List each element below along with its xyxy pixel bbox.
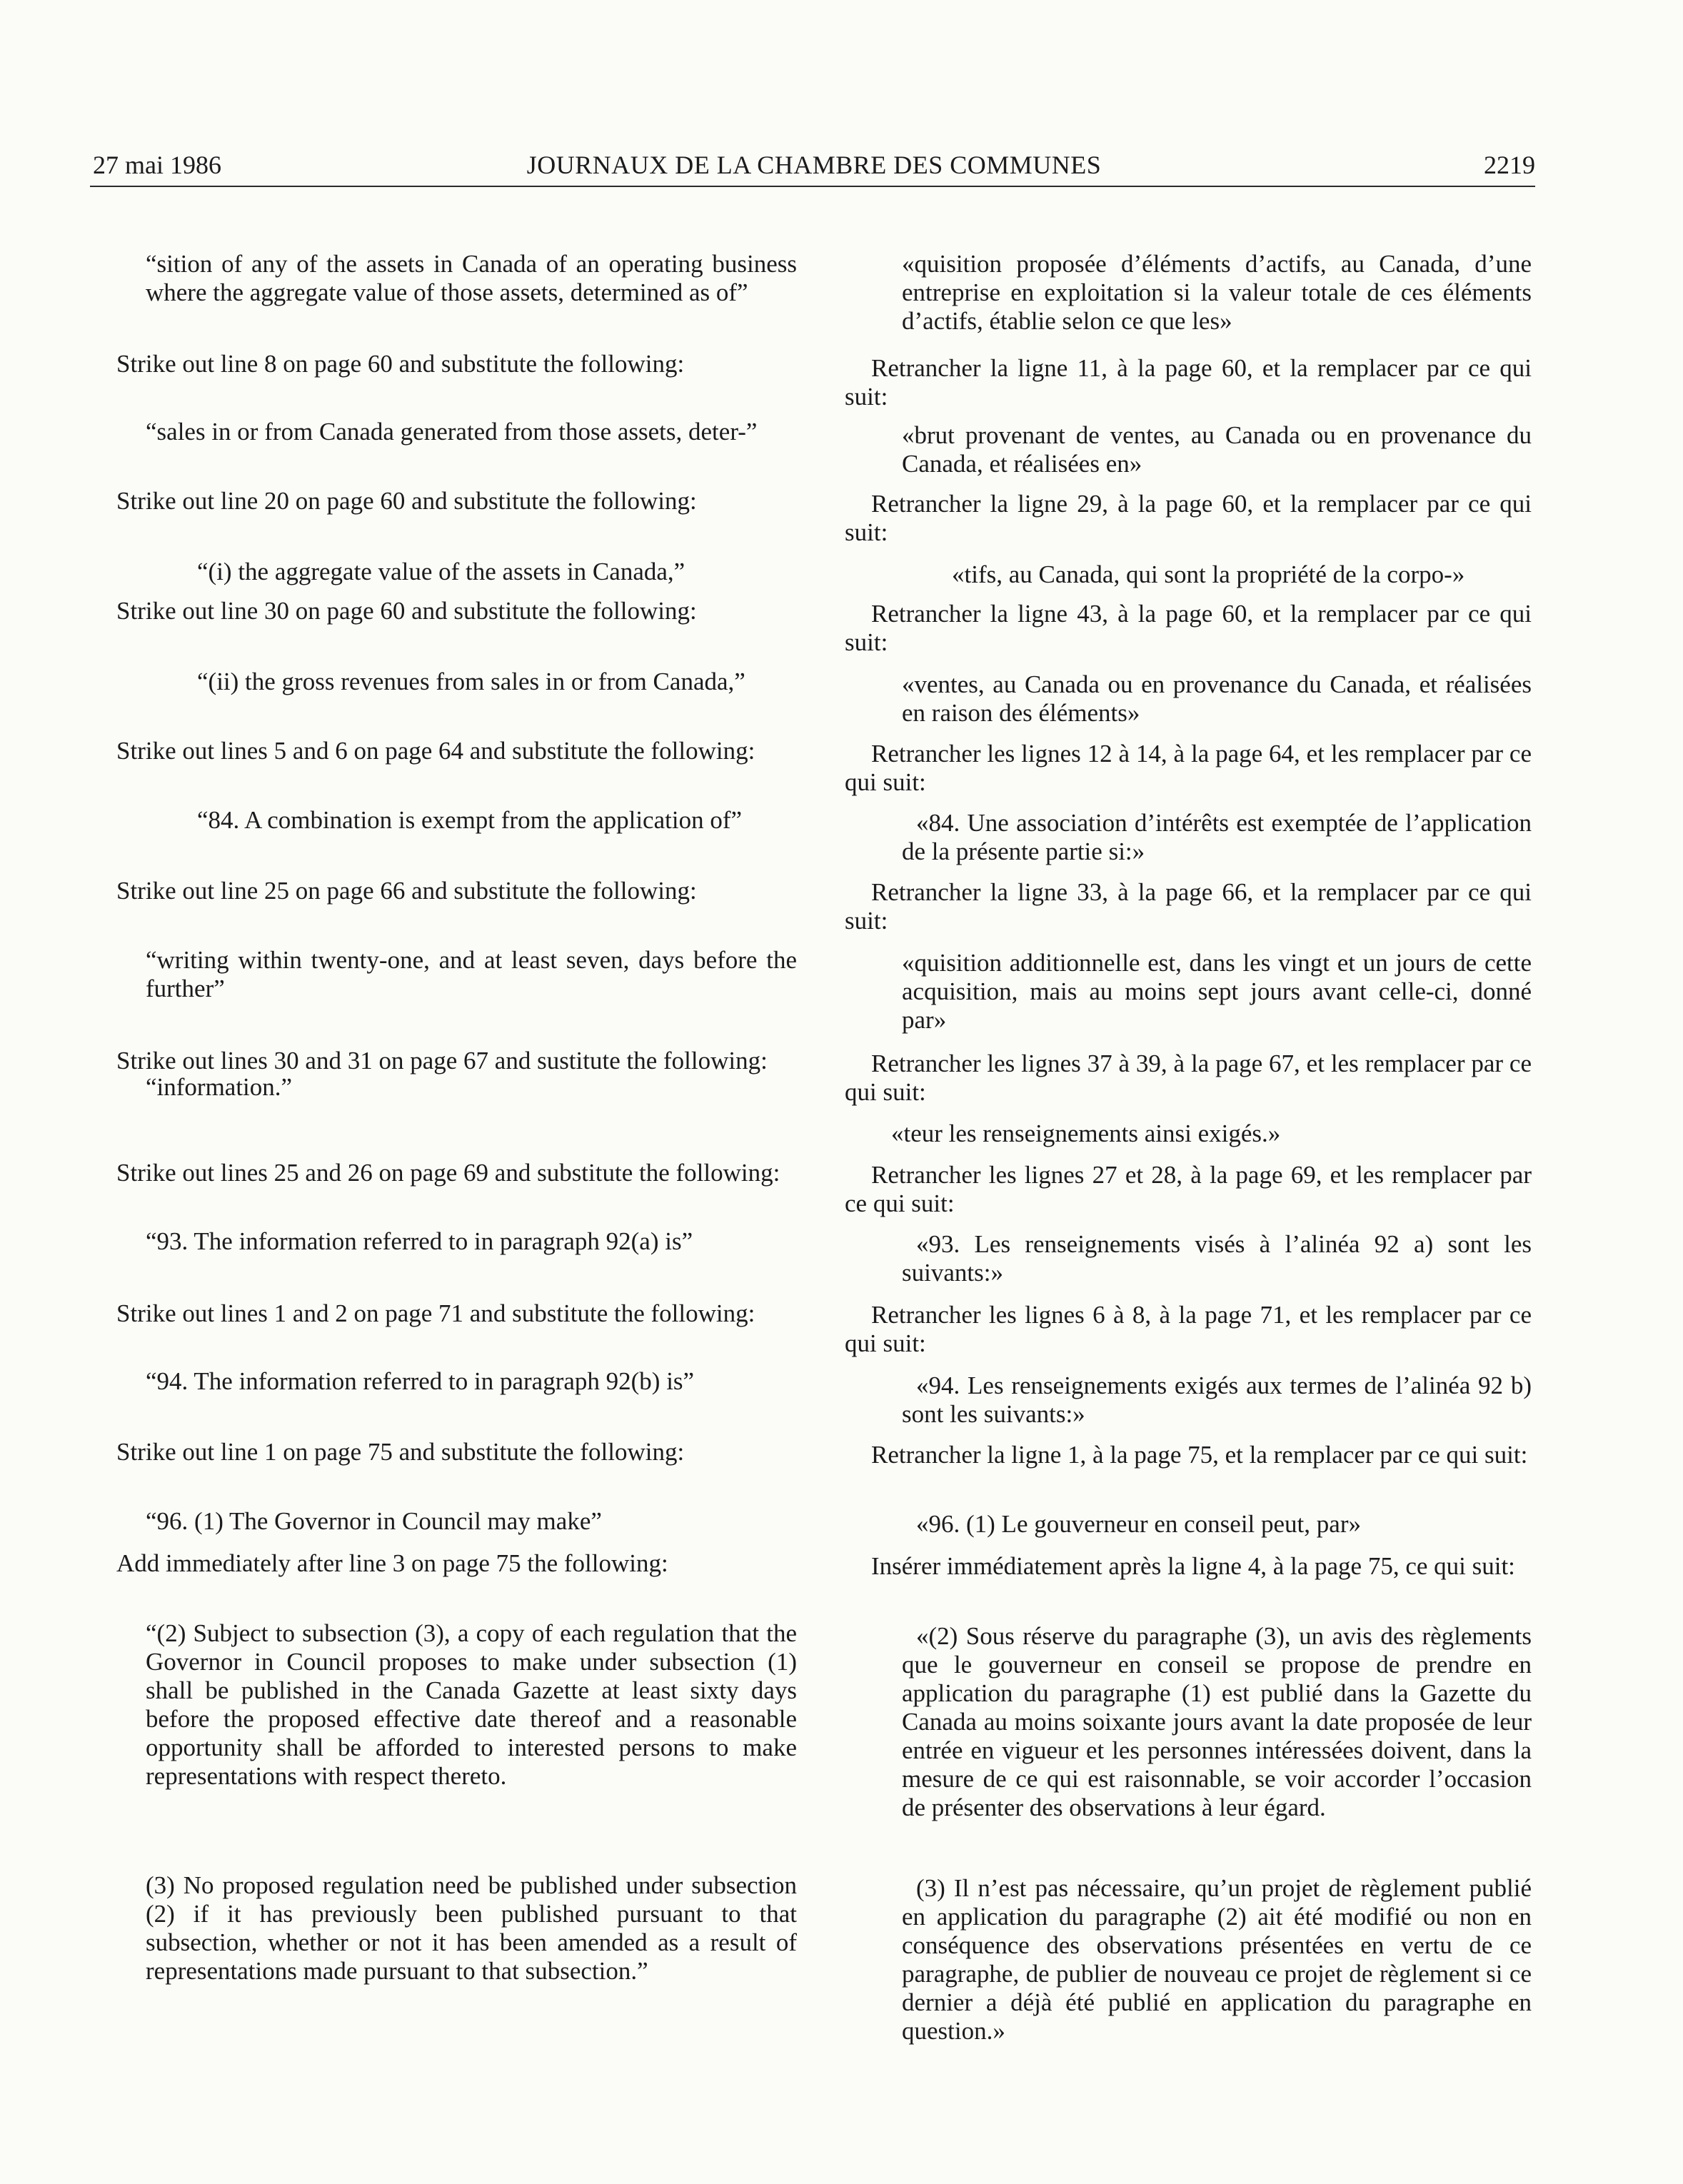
french-paragraph: Retrancher les lignes 6 à 8, à la page 71, et les remplacer par ce qui suit:: [845, 1301, 1532, 1357]
english-paragraph: Add immediately after line 3 on page 75 the following:: [116, 1549, 668, 1577]
page-number: 2219: [1484, 151, 1535, 179]
french-paragraph: «(2) Sous réserve du paragraphe (3), un avis des règlements que le gouverneur en conseil se propose de prendre en application du paragraphe (1) est publié dans la Gazette du Canada au moins soixante jours avant la date proposée de leur entrée en vigueur et les personnes intéressées doivent, dans la mesure de ce qui est raisonnable, se voir accorder l’occasion de présenter des observations à leur égard.: [902, 1622, 1532, 1821]
french-paragraph: «tifs, au Canada, qui sont la propriété de la corpo-»: [952, 560, 1465, 588]
header-title: JOURNAUX DE LA CHAMBRE DES COMMUNES: [526, 151, 1102, 179]
french-paragraph: «brut provenant de ventes, au Canada ou en provenance du Canada, et réalisées en»: [902, 421, 1532, 478]
english-paragraph: “information.”: [146, 1073, 293, 1101]
english-paragraph: Strike out line 20 on page 60 and substitute the following:: [116, 487, 697, 515]
header-rule: [90, 186, 1535, 187]
french-paragraph: «93. Les renseignements visés à l’alinéa 92 a) sont les suivants:»: [902, 1230, 1532, 1287]
french-paragraph: (3) Il n’est pas nécessaire, qu’un projet de règlement publié en application du paragraphe (2) ait été modifié ou non en conséquence des observations présentées en vertu de ce paragraphe, de publier de nouveau ce projet de règlement si ce dernier a déjà été publié en application du paragraphe en question.»: [902, 1874, 1532, 2045]
french-paragraph: Retrancher la ligne 33, à la page 66, et la remplacer par ce qui suit:: [845, 878, 1532, 935]
french-paragraph: Insérer immédiatement après la ligne 4, à la page 75, ce qui suit:: [871, 1552, 1515, 1580]
english-paragraph: Strike out line 30 on page 60 and substitute the following:: [116, 597, 697, 625]
french-paragraph: Retrancher les lignes 12 à 14, à la page 64, et les remplacer par ce qui suit:: [845, 740, 1532, 796]
english-paragraph: “sales in or from Canada generated from those assets, deter-”: [146, 418, 758, 446]
french-paragraph: «ventes, au Canada ou en provenance du Canada, et réalisées en raison des éléments»: [902, 670, 1532, 727]
english-paragraph: “(ii) the gross revenues from sales in or from Canada,”: [197, 668, 745, 695]
english-paragraph: “sition of any of the assets in Canada of an operating business where the aggregate value of those assets, determined as of”: [146, 250, 797, 306]
french-paragraph: Retrancher la ligne 1, à la page 75, et la remplacer par ce qui suit:: [871, 1441, 1528, 1469]
french-paragraph: Retrancher la ligne 43, à la page 60, et la remplacer par ce qui suit:: [845, 600, 1532, 656]
english-paragraph: “(i) the aggregate value of the assets in Canada,”: [197, 558, 685, 585]
french-paragraph: «84. Une association d’intérêts est exemptée de l’application de la présente partie si:»: [902, 809, 1532, 865]
english-paragraph: “96. (1) The Governor in Council may make”: [146, 1507, 602, 1535]
french-paragraph: «quisition additionnelle est, dans les vingt et un jours de cette acquisition, mais au moins sept jours avant celle-ci, donné par»: [902, 949, 1532, 1034]
english-paragraph: “writing within twenty-one, and at least seven, days before the further”: [146, 946, 797, 1002]
french-paragraph: «96. (1) Le gouverneur en conseil peut, par»: [916, 1510, 1361, 1538]
french-paragraph: «teur les renseignements ainsi exigés.»: [891, 1119, 1281, 1147]
french-paragraph: Retrancher la ligne 29, à la page 60, et la remplacer par ce qui suit:: [845, 490, 1532, 546]
english-paragraph: “93. The information referred to in paragraph 92(a) is”: [146, 1227, 693, 1255]
header-date: 27 mai 1986: [93, 151, 221, 179]
english-paragraph: Strike out lines 1 and 2 on page 71 and substitute the following:: [116, 1299, 755, 1327]
english-paragraph: Strike out line 25 on page 66 and substitute the following:: [116, 877, 697, 905]
french-paragraph: Retrancher les lignes 27 et 28, à la page 69, et les remplacer par ce qui suit:: [845, 1161, 1532, 1217]
english-paragraph: Strike out line 1 on page 75 and substitute the following:: [116, 1438, 685, 1466]
english-paragraph: Strike out lines 5 and 6 on page 64 and substitute the following:: [116, 737, 755, 765]
french-paragraph: Retrancher les lignes 37 à 39, à la page 67, et les remplacer par ce qui suit:: [845, 1050, 1532, 1106]
running-header: [93, 147, 1535, 183]
english-paragraph: Strike out lines 30 and 31 on page 67 and sustitute the following:: [116, 1047, 768, 1075]
english-paragraph: “84. A combination is exempt from the application of”: [197, 806, 743, 834]
french-paragraph: «94. Les renseignements exigés aux termes de l’alinéa 92 b) sont les suivants:»: [902, 1372, 1532, 1428]
english-paragraph: Strike out line 8 on page 60 and substitute the following:: [116, 350, 685, 378]
french-paragraph: Retrancher la ligne 11, à la page 60, et la remplacer par ce qui suit:: [845, 354, 1532, 411]
english-paragraph: “(2) Subject to subsection (3), a copy of each regulation that the Governor in Council proposes to make under subsection (1) shall be published in the Canada Gazette at least sixty days before the proposed effective date thereof and a reasonable opportunity shall be afforded to interested persons to make representations with respect thereto.: [146, 1619, 797, 1790]
english-paragraph: Strike out lines 25 and 26 on page 69 and substitute the following:: [116, 1159, 780, 1187]
english-paragraph: (3) No proposed regulation need be published under subsection (2) if it has previously been published pursuant to that subsection, whether or not it has been amended as a result of representations made pursuant to that subsection.”: [146, 1871, 797, 1985]
french-paragraph: «quisition proposée d’éléments d’actifs, au Canada, d’une entreprise en exploitation si la valeur totale de ces éléments d’actifs, établie selon ce que les»: [902, 250, 1532, 335]
english-paragraph: “94. The information referred to in paragraph 92(b) is”: [146, 1367, 695, 1395]
